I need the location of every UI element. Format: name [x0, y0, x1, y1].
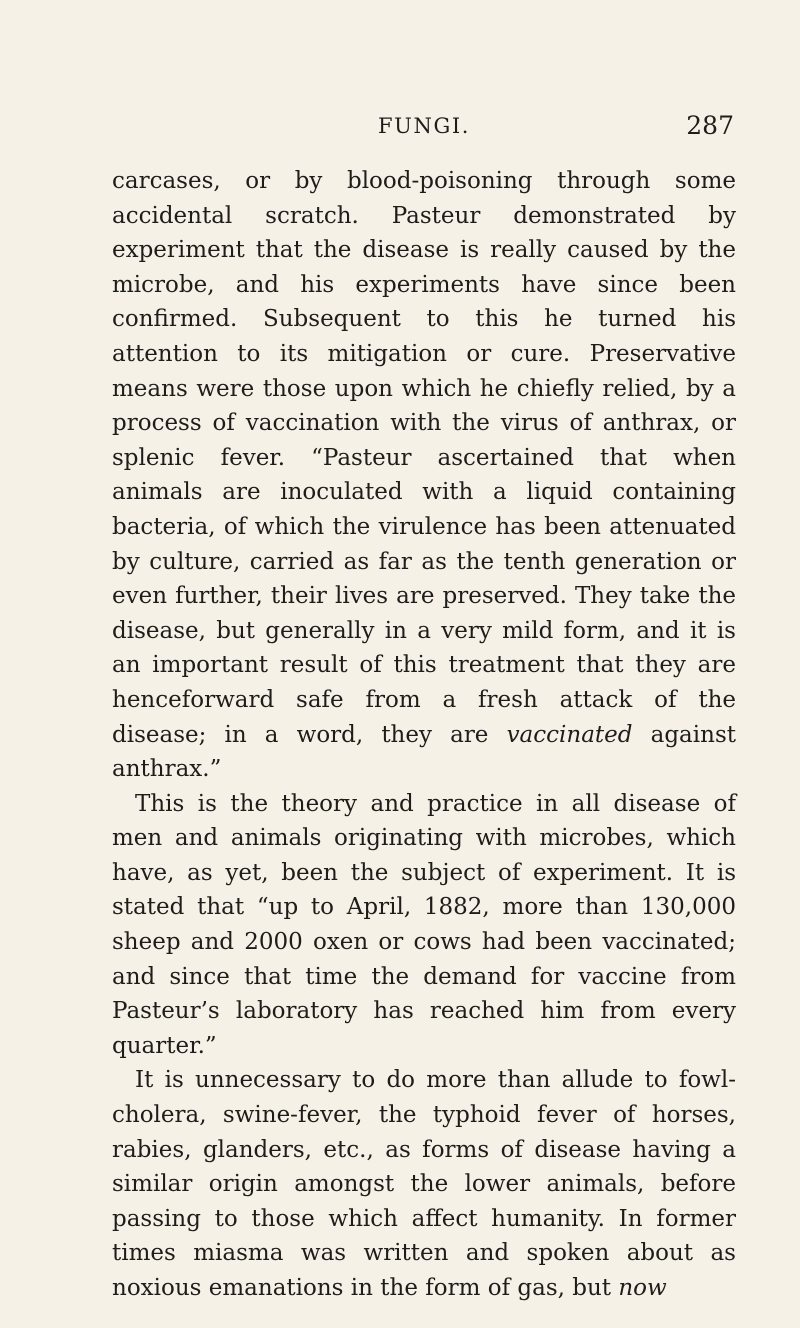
- page-number: 287: [686, 111, 734, 140]
- running-head: [114, 112, 734, 152]
- paragraph-2: This is the theory and practice in all disease of men and animals originating with microbes, which have, as yet, been the subject of experiment. It is stated that “up to April, 1882, more than 130,000 sheep and 2000 oxen or cows had been vaccinated; and since that time the demand for vaccine from Pasteur’s laboratory has reached him from every quarter.”: [112, 790, 736, 1059]
- body-text: [112, 164, 736, 1306]
- paragraph-3-text: It is unnecessary to do more than allude to fowl-cholera, swine-fever, the typhoid fever of horses, rabies, glanders, etc., as forms of disease having a similar origin amongst the lower animals, before passing to those which affect humanity. In former times miasma was written and spoken about as noxious emanations in the form of gas, but: [112, 1067, 736, 1301]
- paragraph-1: [112, 164, 736, 787]
- italic-vaccinated: vaccinated: [506, 721, 633, 748]
- paragraph-1-text-end: against anthrax.”: [112, 721, 736, 783]
- italic-now: now: [618, 1275, 667, 1301]
- paragraph-1-text-start: carcases, or by blood-poisoning through some accidental scratch. Pasteur demonstrated by experiment that the disease is really caused by the microbe, and his experiments have since been confirmed. Subsequent to this he turned his attention to its mitigation or cure. Preservative means were those upon which he chiefly relied, by a process of vaccination with the virus of anthrax, or splenic fever. “Pasteur ascertained that when animals are inoculated with a liquid containing bacteria, of which the virulence has been attenuated by culture, carried as far as the tenth generation or even further, their lives are preserved. They take the disease, but generally in a very mild form, and it is an important result of this treatment that they are henceforward safe from a fresh attack of the disease; in a word, they are: [112, 168, 736, 748]
- running-title: FUNGI.: [378, 114, 470, 138]
- paragraph-3: [112, 1063, 736, 1305]
